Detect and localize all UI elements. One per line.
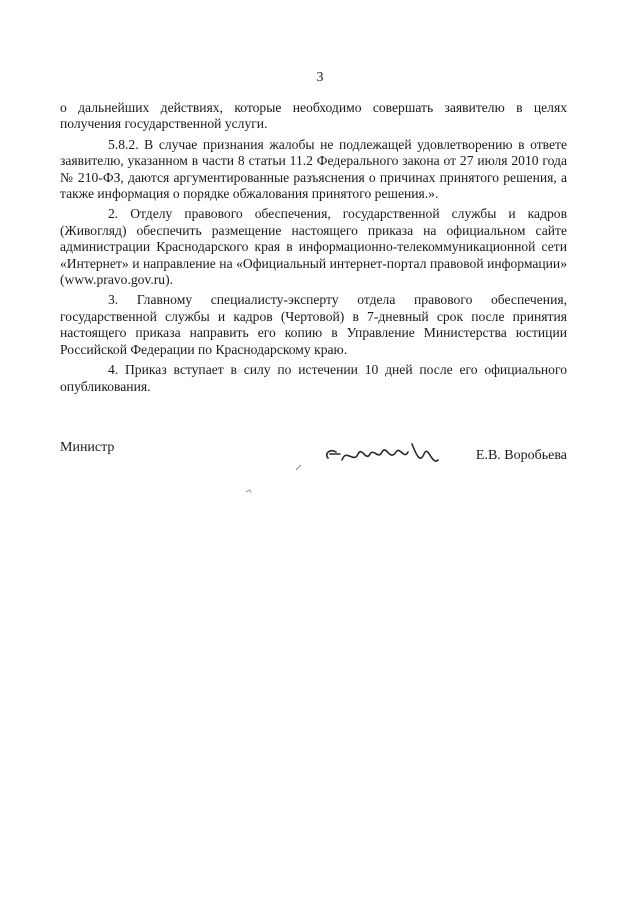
paragraph-continuation: о дальнейших действиях, которые необходимо совершать заявителю в целях получения государственной услуги. (60, 100, 567, 132)
paragraph-2: 2. Отделу правового обеспечения, государственной службы и кадров (Живогляд) обеспечить размещение настоящего приказа на официальном сайте администрации Краснодарского края в информационно-телекоммуникационной сети «Интернет» и направление на «Официальный интернет-портал правовой информации» (www.pravo.gov.ru). (60, 206, 567, 288)
scan-speck (244, 486, 254, 496)
signatory-name: Е.В. Воробьева (475, 448, 567, 463)
scan-speck (295, 462, 305, 472)
handwritten-signature (320, 434, 450, 474)
page-number: 3 (316, 70, 324, 85)
paragraph-5-8-2: 5.8.2. В случае признания жалобы не подлежащей удовлетворению в ответе заявителю, указанном в части 8 статьи 11.2 Федерального закона от 27 июля 2010 года № 210-ФЗ, даются аргументированные разъяснения о причинах принятого решения, а также информация о порядке обжалования принятого решения.». (60, 136, 567, 202)
paragraph-3: 3. Главному специалисту-эксперту отдела правового обеспечения, государственной службы и кадров (Чертовой) в 7-дневный срок после принятия настоящего приказа направить его копию в Управление Министерства юстиции Российской Федерации по Краснодарскому краю. (60, 292, 567, 357)
signatory-title: Министр (60, 440, 115, 455)
paragraph-4: 4. Приказ вступает в силу по истечении 10 дней после его официального опубликования. (60, 362, 567, 394)
signature-block (60, 440, 567, 480)
document-body (60, 100, 567, 399)
